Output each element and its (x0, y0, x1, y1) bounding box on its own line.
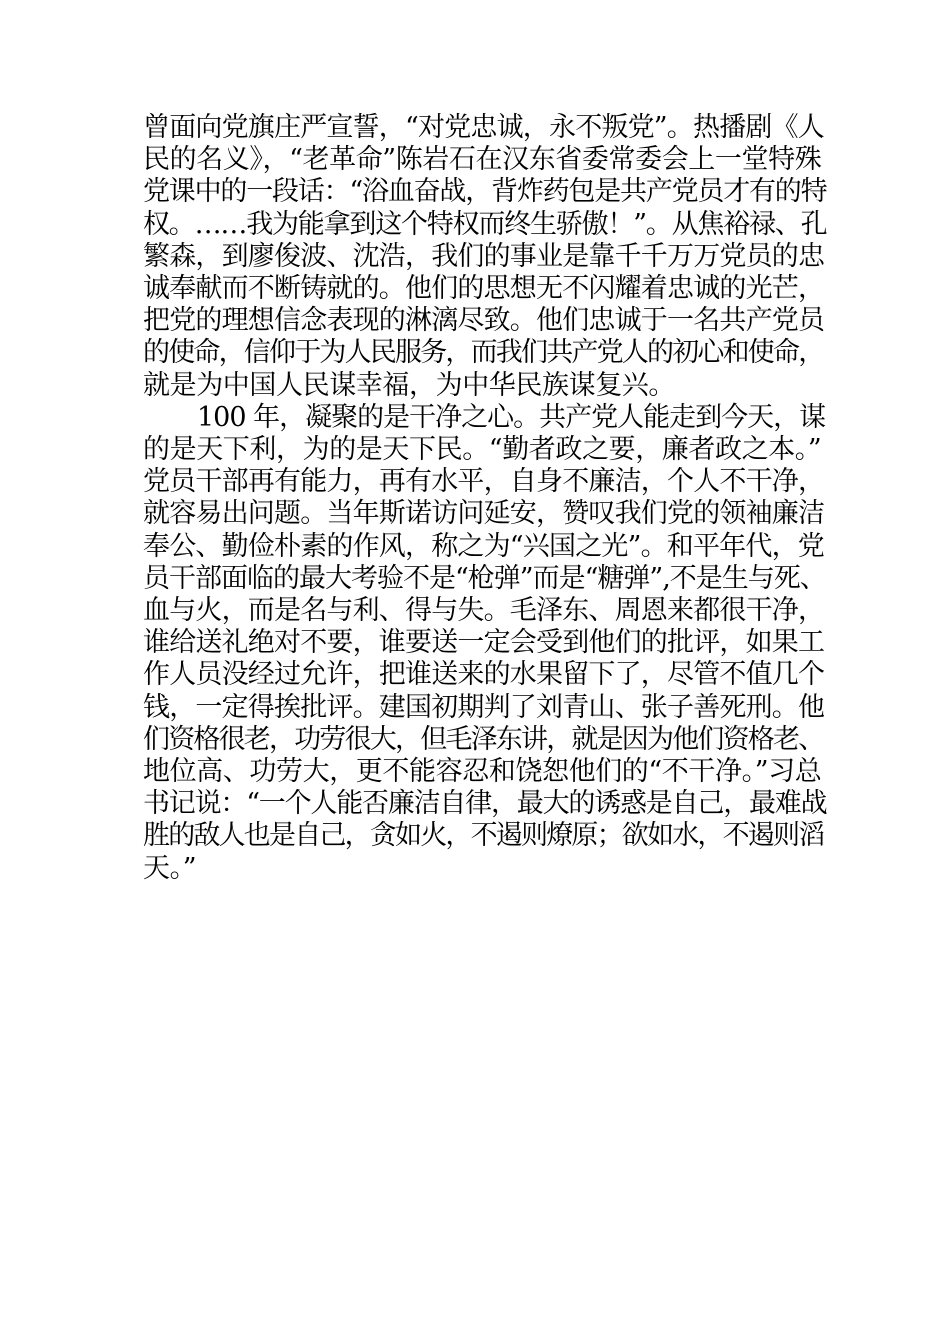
text-line: 员干部面临的最大考验不是“枪弹”而是“糖弹”,不是生与死、 (143, 562, 826, 594)
text-line: 血与火，而是名与利、得与失。毛泽东、周恩来都很干净， (143, 595, 825, 627)
text-line: 地位高、功劳大，更不能容忍和饶恕他们的“不干净。”习总 (143, 756, 822, 788)
paragraph-loyalty (143, 112, 827, 402)
text-line: 民的名义》，“老革命”陈岩石在汉东省委常委会上一堂特殊 (143, 144, 822, 176)
text-line: 谁给送礼绝对不要，谁要送一定会受到他们的批评，如果工 (143, 627, 825, 659)
text-line: 的是天下利，为的是天下民。“勤者政之要，廉者政之本。” (143, 434, 822, 466)
text-line: 奉公、勤俭朴素的作风，称之为“兴国之光”。和平年代，党 (143, 530, 825, 562)
text-line-first: 100 年，凝聚的是干净之心。共产党人能走到今天，谋 (197, 401, 826, 433)
text-line: 书记说：“一个人能否廉洁自律，最大的诱惑是自己，最难战 (143, 788, 827, 820)
text-line: 把党的理想信念表现的淋漓尽致。他们忠诚于一名共产党员 (143, 305, 825, 337)
text-line: 诚奉献而不断铸就的。他们的思想无不闪耀着忠诚的光芒， (143, 273, 825, 305)
text-line: 就容易出问题。当年斯诺访问延安，赞叹我们党的领袖廉洁 (143, 498, 825, 530)
text-line: 权。……我为能拿到这个特权而终生骄傲！”。从焦裕禄、孔 (143, 208, 827, 240)
text-line: 胜的敌人也是自己，贪如火，不遏则燎原；欲如水，不遏则滔 (143, 820, 824, 852)
text-line: 繁森，到廖俊波、沈浩，我们的事业是靠千千万万党员的忠 (143, 240, 825, 272)
text-line: 们资格很老，功劳很大，但毛泽东讲，就是因为他们资格老、 (143, 723, 824, 755)
text-line: 就是为中国人民谋幸福，为中华民族谋复兴。 (143, 369, 675, 401)
text-line: 曾面向党旗庄严宣誓，“对党忠诚，永不叛党”。热播剧《人 (143, 112, 825, 143)
paragraph-integrity (143, 402, 827, 885)
text-line: 作人员没经过允许，把谁送来的水果留下了，尽管不值几个 (143, 659, 825, 691)
text-line: 钱，一定得挨批评。建国初期判了刘青山、张子善死刑。他 (143, 691, 825, 723)
text-line: 天。” (143, 852, 197, 884)
text-line: 党课中的一段话：“浴血奋战，背炸药包是共产党员才有的特 (143, 176, 827, 208)
text-line: 的使命，信仰于为人民服务，而我们共产党人的初心和使命， (143, 337, 824, 369)
text-line: 党员干部再有能力，再有水平，自身不廉洁，个人不干净， (143, 466, 825, 498)
document-body (143, 112, 827, 885)
